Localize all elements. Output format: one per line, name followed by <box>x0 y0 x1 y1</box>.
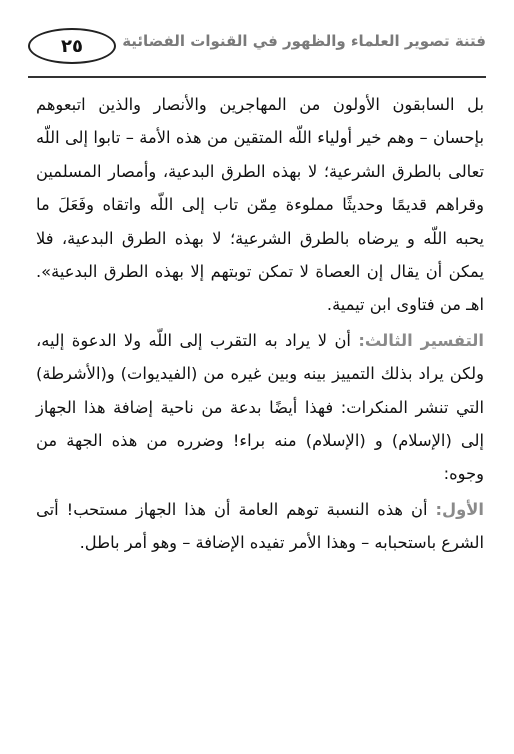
page-header <box>28 20 486 68</box>
body-text <box>36 88 484 560</box>
paragraph-3 <box>36 493 484 560</box>
paragraph-2 <box>36 324 484 491</box>
header-rule <box>28 76 486 78</box>
paragraph-1: بل السابقون الأولون من المهاجرين والأنصار والذين اتبعوهم بإحسان – وهم خير أولياء اللّه المتقين من هذه الأمة – تابوا إلى اللّه تعالى بالطرق الشرعية؛ لا بهذه الطرق البدعية، وأمصار المسلمين وقراهم قديمًا وحديثًا مملوءة مِمّن تاب إلى اللّه واتقاه وفَعَلَ ما يحبه اللّه و يرضاه بالطرق الشرعية؛ لا بهذه الطرق البدعية، فلا يمكن أن يقال إن العصاة لا تمكن توبتهم إلا بهذه الطرق البدعية». اهـ من فتاوى ابن تيمية. <box>36 95 484 315</box>
paragraph-3-text: أن هذه النسبة توهم العامة أن هذا الجهاز مستحب! أتى الشرع باستحبابه – وهذا الأمر تفيده الإضافة – وهو أمر باطل. <box>36 499 484 553</box>
page-number: ٢٥ <box>28 28 116 64</box>
paragraph-2-text: أن لا يراد به التقرب إلى اللّه ولا الدعوة إليه، ولكن يراد بذلك التمييز بينه وبين غيره من (الفيديوات) و(الأشرطة) التي تنشر المنكرات: فهذا أيضًا بدعة من ناحية إضافة هذا الجهاز إلى (الإسلام) و (الإسلام) منه براء! وضرره من هذه الجهة من وجوه: <box>36 330 484 484</box>
paragraph-2-lead: التفسير الثالث: <box>358 330 484 350</box>
running-title: فتنة تصوير العلماء والظهور في القنوات الفضائية <box>122 32 486 50</box>
paragraph-3-lead: الأول: <box>435 499 484 519</box>
